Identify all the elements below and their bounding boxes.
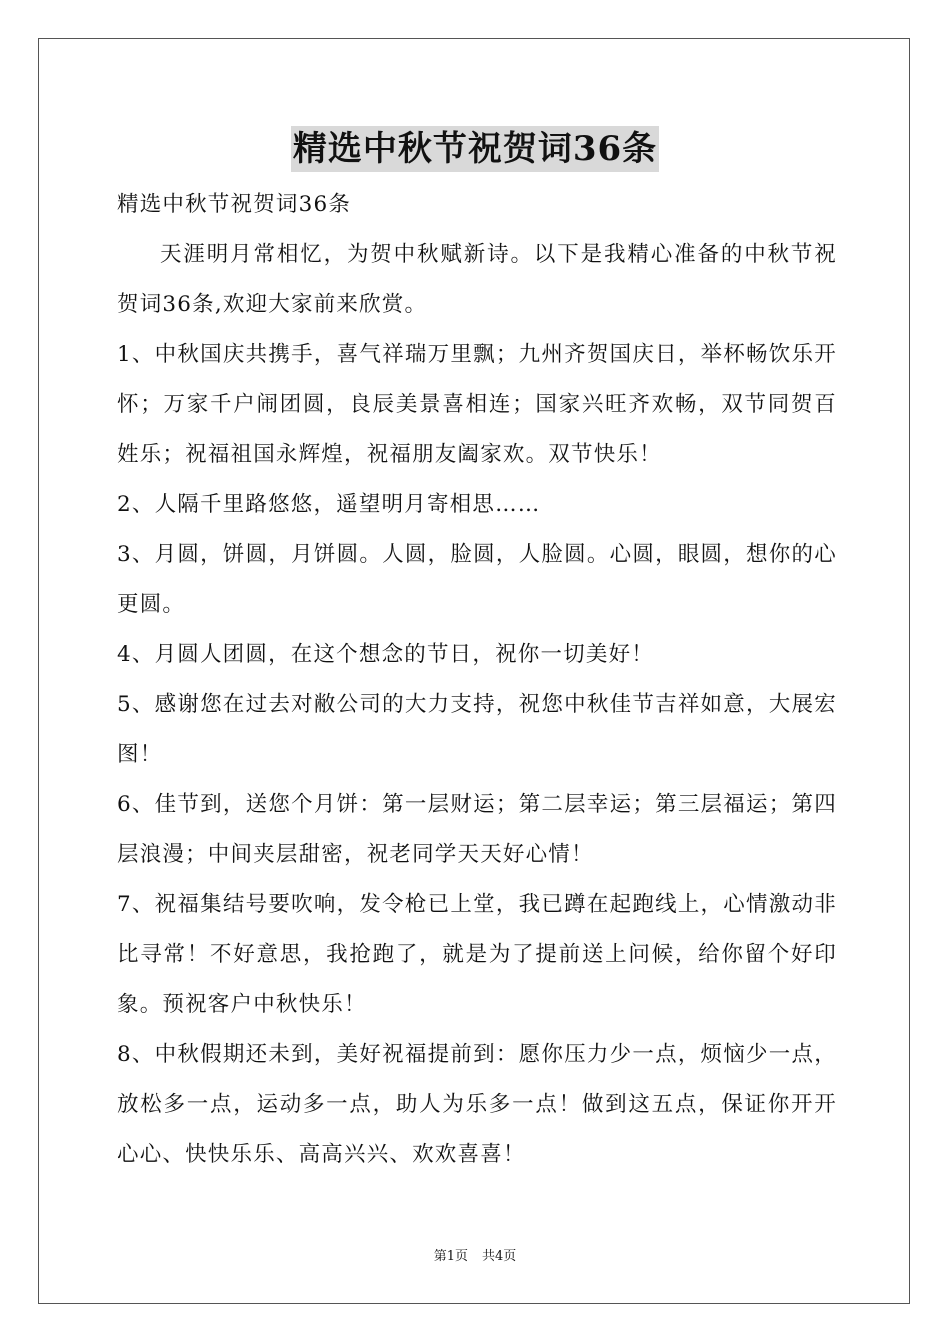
document-title-wrap (0, 126, 950, 172)
page-total: 共4页 (482, 1249, 517, 1264)
list-item: 6、佳节到，送您个月饼：第一层财运；第二层幸运；第三层福运；第四层浪漫；中间夹层甜密，祝老同学天天好心情！ (117, 792, 837, 867)
document-body (117, 180, 837, 1180)
document-title: 精选中秋节祝贺词36条 (291, 126, 659, 172)
page-footer (0, 1247, 950, 1267)
list-item: 7、祝福集结号要吹响，发令枪已上堂，我已蹲在起跑线上，心情激动非比寻常！不好意思，我抢跑了，就是为了提前送上问候，给你留个好印象。预祝客户中秋快乐！ (117, 892, 837, 1017)
document-subtitle: 精选中秋节祝贺词36条 (117, 192, 352, 217)
page-number: 第1页 (433, 1249, 468, 1264)
list-item: 5、感谢您在过去对敝公司的大力支持，祝您中秋佳节吉祥如意，大展宏图！ (117, 692, 837, 767)
list-item: 2、人隔千里路悠悠，遥望明月寄相思…… (117, 492, 541, 517)
intro-paragraph: 天涯明月常相忆，为贺中秋赋新诗。以下是我精心准备的中秋节祝贺词36条,欢迎大家前来欣赏。 (117, 242, 837, 317)
list-item: 3、月圆，饼圆，月饼圆。人圆，脸圆，人脸圆。心圆，眼圆，想你的心更圆。 (117, 542, 837, 617)
list-item: 4、月圆人团圆，在这个想念的节日，祝你一切美好！ (117, 642, 654, 667)
list-item: 1、中秋国庆共携手，喜气祥瑞万里飘；九州齐贺国庆日，举杯畅饮乐开怀；万家千户闹团圆，良辰美景喜相连；国家兴旺齐欢畅，双节同贺百姓乐；祝福祖国永辉煌，祝福朋友阖家欢。双节快乐！ (117, 342, 837, 467)
list-item: 8、中秋假期还未到，美好祝福提前到：愿你压力少一点，烦恼少一点，放松多一点，运动多一点，助人为乐多一点！做到这五点，保证你开开心心、快快乐乐、高高兴兴、欢欢喜喜！ (117, 1042, 837, 1167)
